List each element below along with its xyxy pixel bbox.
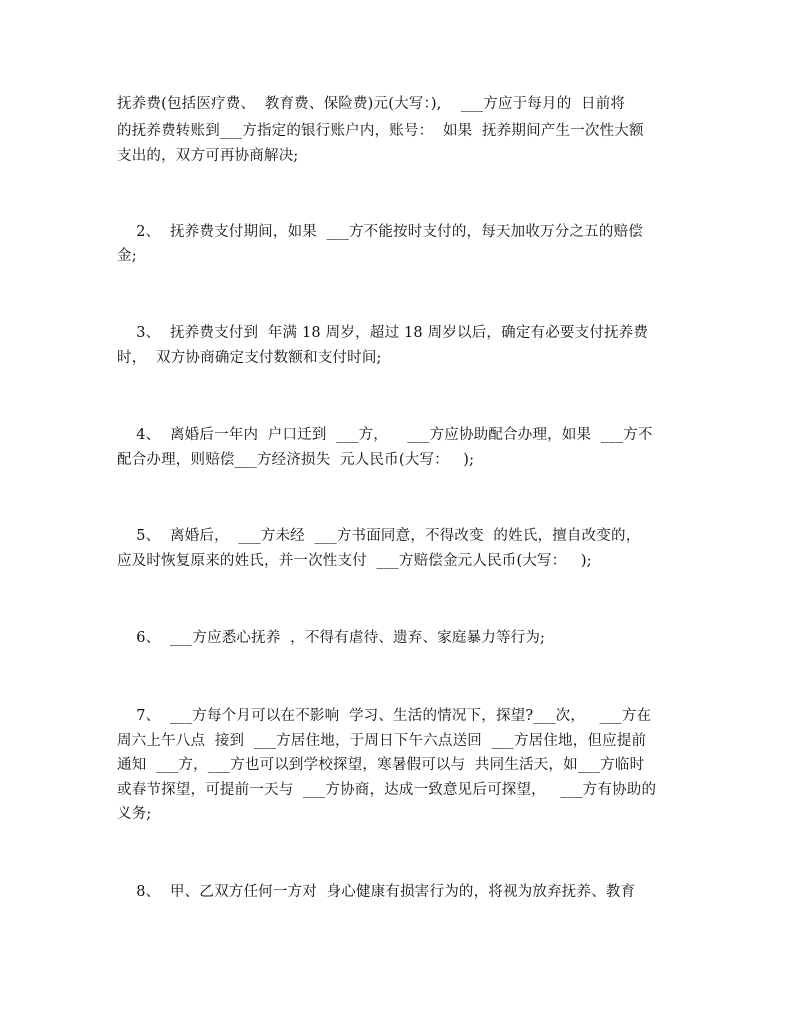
clause-2-line: 2、 抚养费支付期间，如果 ___方不能按时支付的，每天加收万分之五的赔偿 xyxy=(117,224,643,240)
clause-7-line: 7、 ___方每个月可以在不影响 学习、生活的情况下，探望?___次， ___方在 xyxy=(117,708,652,724)
clause-7-line: 义务; xyxy=(117,806,152,822)
clause-8-line: 8、 甲、乙双方任何一方对 身心健康有损害行为的，将视为放弃抚养、教育 xyxy=(117,884,636,900)
text-line: 抚养费(包括医疗费、 教育费、保险费)元(大写：), ___方应于每月的 日前将 xyxy=(117,96,626,112)
clause-6-line: 6、 ___方应悉心抚养 ，不得有虐待、遗弃、家庭暴力等行为; xyxy=(117,630,546,646)
clause-2-line: 金; xyxy=(117,248,137,264)
clause-4-line: 配合办理，则赔偿___方经济损失 元人民币(大写： ); xyxy=(117,452,475,468)
clause-3-line: 3、 抚养费支付到 年满 18 周岁，超过 18 周岁以后，确定有必要支付抚养费 xyxy=(117,325,649,341)
text-line: 的抚养费转账到___方指定的银行账户内，账号： 如果 抚养期间产生一次性大额 xyxy=(117,123,644,139)
clause-5-line: 5、 离婚后， ___方未经 ___方书面同意，不得改变 的姓氏，擅自改变的， xyxy=(117,528,641,544)
clause-7-line: 或春节探望，可提前一天与 ___方协商，达成一致意见后可探望， ___方有协助的 xyxy=(117,782,657,798)
clause-7-line: 周六上午八点 接到 ___方居住地，于周日下午六点送回 ___方居住地，但应提前 xyxy=(117,733,647,749)
text-line: 支出的，双方可再协商解决; xyxy=(117,148,299,164)
clause-3-line: 时， 双方协商确定支付数额和支付时间; xyxy=(117,350,382,366)
clause-4-line: 4、 离婚后一年内 户口迁到 ___方， ___方应协助配合办理，如果 ___方不 xyxy=(117,427,653,443)
clause-5-line: 应及时恢复原来的姓氏，并一次性支付 ___方赔偿金元人民币(大写： ); xyxy=(117,553,592,569)
clause-7-line: 通知 ___方，___方也可以到学校探望，寒暑假可以与 共同生活天，如___方临时 xyxy=(117,757,645,773)
